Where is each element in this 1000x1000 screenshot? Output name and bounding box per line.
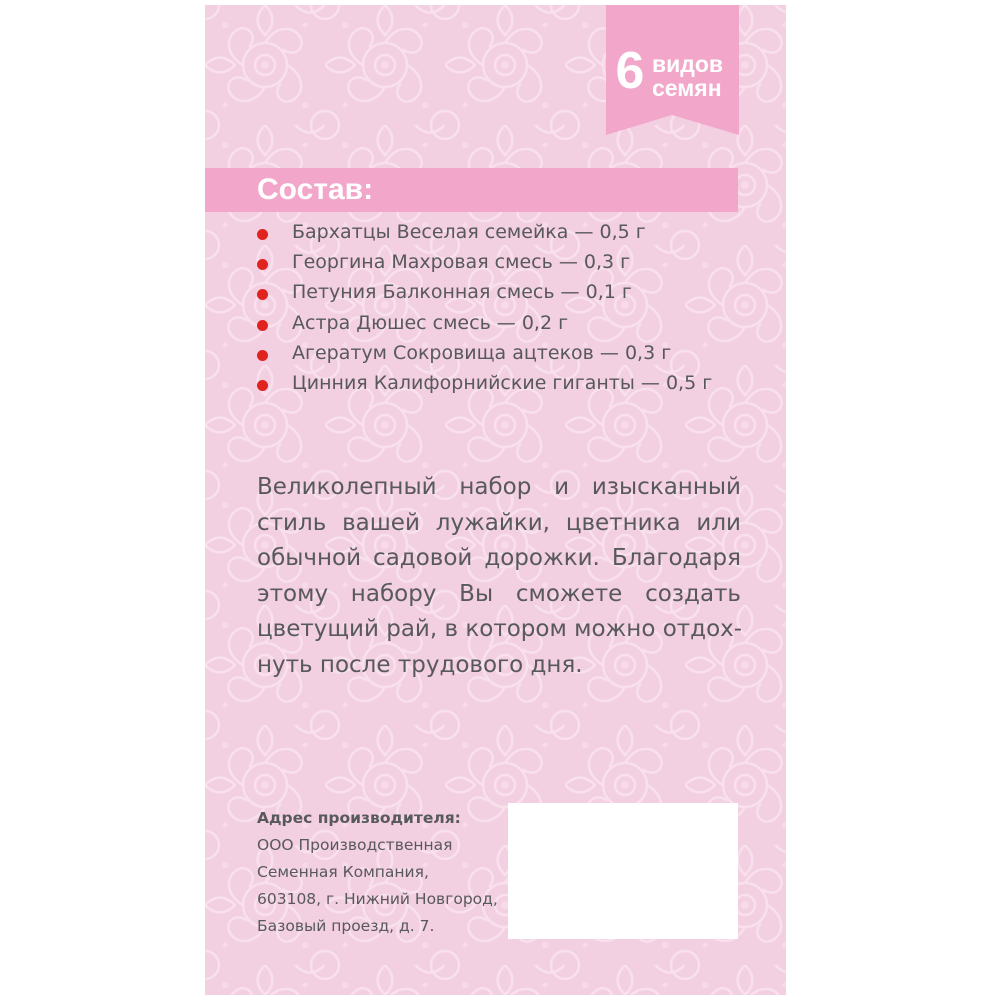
address-line: ООО Производственная [257,836,453,854]
bullet-dot [257,229,268,240]
bullet-dot [257,380,268,391]
composition-header-bar [205,168,738,212]
bullet-dot [257,350,268,361]
badge-word-1: видов [652,51,724,77]
description-line: этому набору Вы сможете создать [257,580,741,607]
description-line: стиль вашей лужайки, цветника или [257,509,741,536]
address-line: 603108, г. Нижний Новгород, [257,890,498,908]
description-line: Великолепный набор и изысканный [257,474,741,500]
description-line: цветущий рай, в котором можно отдох- [257,616,743,642]
description-paragraph [257,470,741,683]
description-line: нуть после трудового дня. [257,651,583,678]
address-line: Семенная Компания, [257,863,429,881]
bullet-dot [257,320,268,331]
seed-count-badge [606,5,739,135]
description-line: обычной садовой дорожки. Благодаря [257,545,741,571]
manufacturer-address [257,805,498,940]
composition-title: Состав: [257,173,374,206]
address-title: Адрес производителя: [257,809,461,827]
address-line: Базовый проезд, д. 7. [257,917,435,935]
badge-number: 6 [615,42,645,100]
seed-packet-back: 6 видов семян Состав: Бархатцы Веселая семейка — 0,5 г Георгина Махровая смесь — 0,3 г Петуния Балконная смесь — 0,1 г Астра Дюшес смесь — 0,2 г Агератум Сокровища ацтеков — 0,3 г Цинния Калифорнийские гиганты — 0,5 г Великолепный набор и изысканный стиль вашей лужайки, цветника или обычной садовой дорожки. Благодаря этому набору Вы сможете создать цветущий рай, в котором можно отдох- нуть после трудового дня. Адрес производителя: ООО Производственная Семенная Компания, 603108, г. Нижний Новгород, Базовый проезд, д. 7. [205,5,786,995]
badge-word-2: семян [652,75,722,101]
blank-label-area [508,803,738,939]
